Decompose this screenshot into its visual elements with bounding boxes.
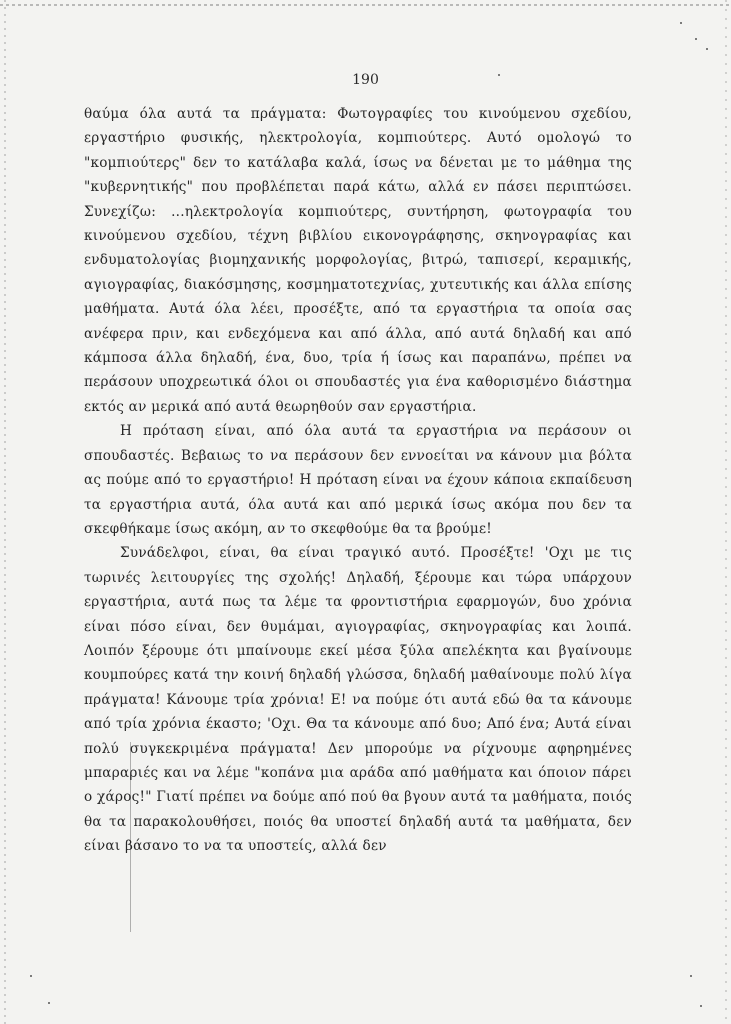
scan-speck bbox=[690, 975, 692, 977]
scan-right-edge bbox=[725, 0, 727, 1024]
scan-speck bbox=[48, 1002, 50, 1004]
scan-speck bbox=[695, 38, 697, 40]
scan-speck bbox=[700, 1005, 702, 1007]
paragraph: θαύμα όλα αυτά τα πράγματα: Φωτογραφίες του κινούμενου σχεδίου, εργαστήριο φυσικής, ηλεκτρολογία, κομπιούτερς. Αυτό ομολογώ το "κομπιούτερς" δεν το κατάλαβα καλά, ίσως να δένεται με το μάθημα της "κυβερνητικής" που προβλέπεται παρά κάτω, αλλά εν πάσει περιπτώσει. Συνεχίζω: ...ηλεκτρολογία κομπιούτερς, συντήρηση, φωτογραφία του κινούμενου σχεδίου, τέχνη βιβλίου εικονογράφησης, σκηνογραφίας και ενδυματολογίας βιομηχανικής μορφολογίας, βιτρώ, ταπισερί, κεραμικής, αγιογραφίας, διακόσμησης, κοσμηματοτεχνίας, χυτευτικής και άλλα επίσης μαθήματα. Αυτά όλα λέει, προσέξτε, από τα εργαστήρια τα οποία σας ανέφερα πριν, και ενδεχόμενα και από άλλα, από αυτά δηλαδή και από κάμποσα άλλα δηλαδή, ένα, δυο, τρία ή ίσως και παραπάνω, πρέπει να περάσουν υποχρεωτικά όλοι οι σπουδαστές για ένα καθορισμένο διάστημα εκτός αν μερικά από αυτά θεωρηθούν σαν εργαστήρια. bbox=[84, 106, 632, 415]
scan-left-edge bbox=[4, 0, 6, 1024]
scan-speck bbox=[30, 975, 32, 977]
scan-speck bbox=[680, 22, 682, 24]
page-number: 190 bbox=[352, 72, 379, 88]
paragraph: Συνάδελφοι, είναι, θα είναι τραγικό αυτό. Προσέξτε! 'Οχι με τις τωρινές λειτουργίες της σχολής! Δηλαδή, ξέρουμε και τώρα υπάρχουν εργαστήρια, αυτά πως τα λέμε τα φροντιστήρια εφαρμογών, δυο χρόνια είναι πόσο είναι, δεν θυμάμαι, αγιογραφίας, σκηνογραφίας και λοιπά. Λοιπόν ξέρουμε ότι μπαίνουμε εκεί μέσα ξύλα απελέκητα και βγαίνουμε κουμπούρες κατά την κοινή δηλαδή γλώσσα, δηλαδή μαθαίνουμε πολύ λίγα πράγματα! Κάνουμε τρία χρόνια! Ε! να πούμε ότι αυτά εδώ θα τα κάνουμε από τρία χρόνια έκαστο; 'Οχι. Θα τα κάνουμε από δυο; Από ένα; Αυτά είναι πολύ συγκεκριμένα πράγματα! Δεν μπορούμε να ρίχνουμε αφηρημένες μπαραριές και να λέμε "κοπάνα μια αράδα από μαθήματα και όποιον πάρει ο χάρος!" Γιατί πρέπει να δούμε από πού θα βγουν αυτά τα μαθήματα, ποιός θα τα παρακολουθήσει, ποιός θα υποστεί δηλαδή αυτά τα μαθήματα, δεν είναι βάσανο το να τα υποστείς, αλλά δεν bbox=[84, 545, 632, 855]
scan-top-edge bbox=[0, 4, 731, 6]
paragraph: Η πρόταση είναι, από όλα αυτά τα εργαστήρια να περάσουν οι σπουδαστές. Βεβαιως το να περάσουν δεν εννοείται να κάνουν μια βόλτα ας πούμε από το εργαστήριο! Η πρόταση είναι να έχουν κάποια εκπαίδευση τα εργαστήρια αυτά, όλα αυτά και από μερικά ίσως ακόμα που δεν τα σκεφθήκαμε ίσως ακόμη, αν το σκεφθούμε θα τα βρούμε! bbox=[84, 423, 632, 537]
body-text bbox=[84, 102, 632, 859]
scan-speck bbox=[706, 48, 708, 50]
